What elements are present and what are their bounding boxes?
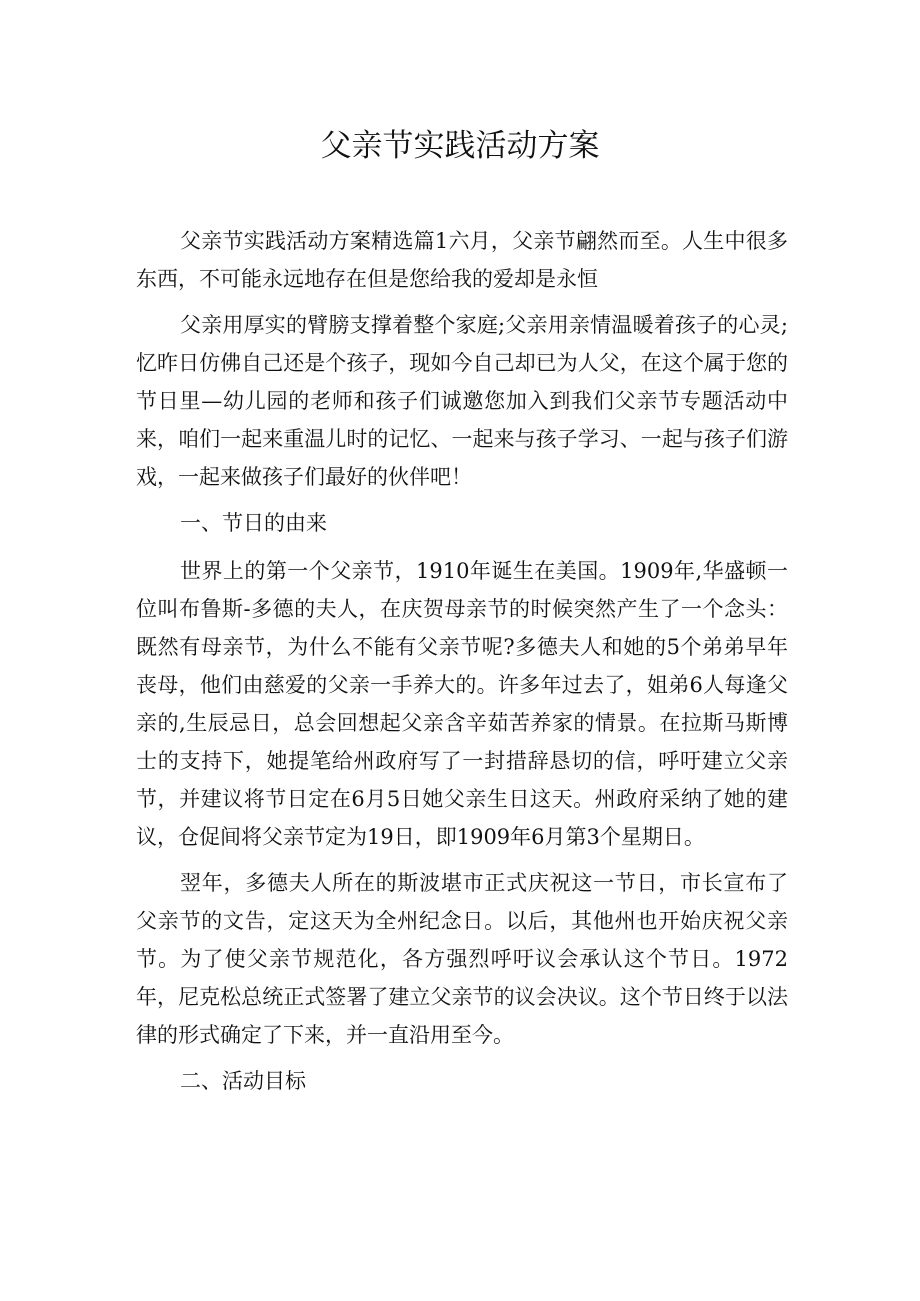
paragraph-intro: 父亲节实践活动方案精选篇1六月，父亲节翩然而至。人生中很多东西，不可能永远地存在但是您给我的爱却是永恒 <box>136 229 788 291</box>
section-heading-goals: 二、活动目标 <box>180 1069 306 1093</box>
section-heading-origin: 一、节日的由来 <box>180 511 327 535</box>
document-body <box>136 222 788 1110</box>
paragraph-origin-legal: 翌年，多德夫人所在的斯波堪市正式庆祝这一节日，市长宣布了父亲节的文告，定这天为全州纪念日。以后，其他州也开始庆祝父亲节。为了使父亲节规范化，各方强烈呼吁议会承认这个节日。1972年，尼克松总统正式签署了建立父亲节的议会决议。这个节日终于以法律的形式确定了下来，并一直沿用至今。 <box>136 871 788 1047</box>
document-title: 父亲节实践活动方案 <box>320 128 600 164</box>
paragraph-origin-history: 世界上的第一个父亲节，1910年诞生在美国。1909年,华盛顿一位叫布鲁斯-多德的夫人，在庆贺母亲节的时候突然产生了一个念头：既然有母亲节，为什么不能有父亲节呢?多德夫人和她的5个弟弟早年丧母，他们由慈爱的父亲一手养大的。许多年过去了，姐弟6人每逢父亲的,生辰忌日，总会回想起父亲含辛茹苦养家的情景。在拉斯马斯博士的支持下，她提笔给州政府写了一封措辞恳切的信，呼吁建立父亲节，并建议将节日定在6月5日她父亲生日这天。州政府采纳了她的建议，仓促间将父亲节定为19日，即1909年6月第3个星期日。 <box>136 559 788 849</box>
paragraph-invitation: 父亲用厚实的臂膀支撑着整个家庭;父亲用亲情温暖着孩子的心灵;忆昨日仿佛自己还是个孩子，现如今自己却已为人父，在这个属于您的节日里—幼儿园的老师和孩子们诚邀您加入到我们父亲节专题活动中来，咱们一起来重温儿时的记忆、一起来与孩子学习、一起与孩子们游戏，一起来做孩子们最好的伙伴吧！ <box>136 313 788 489</box>
